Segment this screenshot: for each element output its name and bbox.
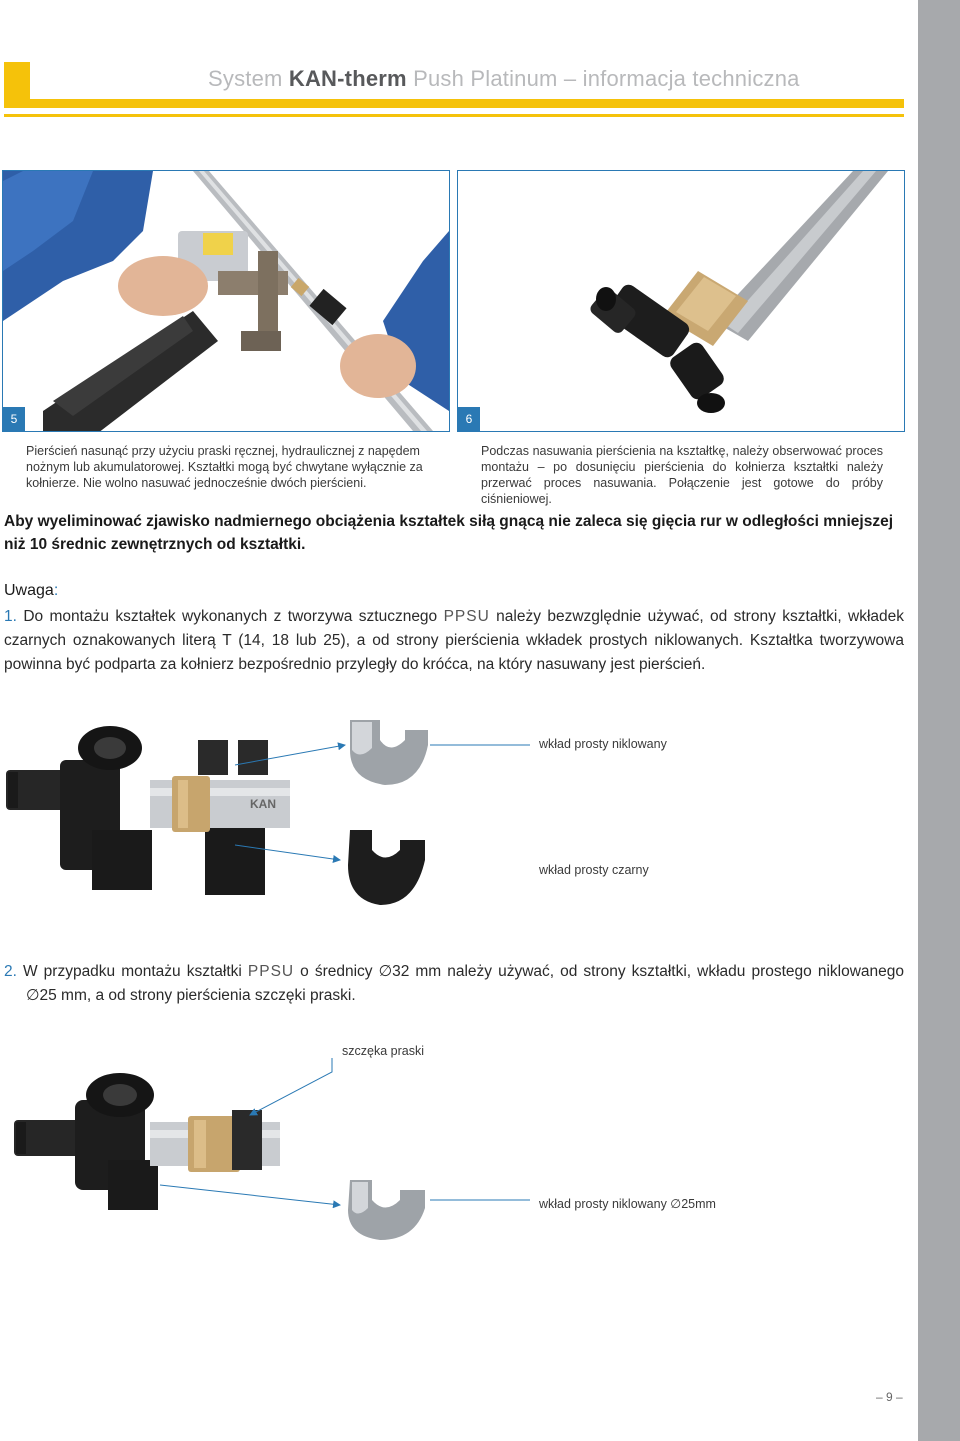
photo-number-badge: 6 <box>458 407 480 431</box>
note-1-number: 1. <box>4 608 17 625</box>
photo-6-caption: Podczas nasuwania pierścienia na kształtkę, należy obserwować proces montażu – po dosunięciu pierścienia do kołnierza kształtki należy przerwać proces nasuwania. Połączenie jest gotowe do próby ciśnieniowej. <box>481 444 883 506</box>
bending-warning: Aby wyeliminować zjawisko nadmiernego obciążenia kształtek siłą gnącą nie zaleca się gięcia rur w odległości mniejszej niż 10 średnic zewnętrznych od kształtki. <box>4 513 894 553</box>
uwaga-colon: : <box>53 582 59 599</box>
figure-inserts <box>0 700 540 920</box>
label-press-jaw: szczęka praski <box>342 1044 424 1058</box>
press-tool-illustration <box>3 171 449 431</box>
side-bar <box>918 0 960 1441</box>
label-black-insert: wkład prosty czarny <box>539 863 649 877</box>
title-suffix: Push Platinum – informacja techniczna <box>406 66 800 91</box>
note-1 <box>4 605 904 677</box>
photo-number-badge: 5 <box>3 407 25 431</box>
note-2 <box>4 960 904 1008</box>
uwaga-heading <box>4 582 58 600</box>
figure-press-jaw <box>0 1040 540 1250</box>
note-1-ppsu: PPSU <box>443 608 490 625</box>
note-2-number: 2. <box>4 963 17 980</box>
note-1-text-b: należy bezwzględnie używać, od strony kształtki, wkładek czarnych oznakowanych literą T (14, 18 lub 25), a od strony pierścienia wkładek prostych niklowanych. Kształtka tworzywowa powinna być podparta za kołnierz bezpośrednio przyległy do króćca, na który nasuwany jest pierścień. <box>4 608 905 673</box>
title-brand: KAN-therm <box>288 66 407 91</box>
note-1-text-a: Do montażu kształtek wykonanych z tworzywa sztucznego <box>16 608 444 625</box>
fitting-ring-illustration <box>458 171 904 431</box>
page-number: – 9 – <box>876 1390 903 1404</box>
note-2-text-a: W przypadku montażu kształtki <box>16 963 248 980</box>
header-accent-tab <box>4 62 30 102</box>
page-title <box>208 66 800 92</box>
photo-5 <box>2 170 450 432</box>
pipe-brand-text: KAN <box>250 797 276 811</box>
header-rule-thin <box>4 114 904 117</box>
uwaga-label: Uwaga <box>4 582 54 599</box>
photo-5-caption: Pierścień nasunąć przy użyciu praski ręcznej, hydraulicznej z napędem nożnym lub akumulatorowej. Kształtki mogą być chwytane wyłącznie za kołnierze. Nie wolno nasuwać jednocześnie dwóch pierścieni. <box>26 444 423 490</box>
header-rule-thick <box>4 99 904 108</box>
label-nickel-insert: wkład prosty niklowany <box>539 737 667 751</box>
photo-6 <box>457 170 905 432</box>
title-prefix: System <box>208 66 289 91</box>
note-2-text-b: o średnicy ∅32 mm należy używać, od strony kształtki, wkładu prostego niklowanego ∅25 mm, a od strony pierścienia szczęki praski. <box>26 963 904 1004</box>
label-nickel-insert-25: wkład prosty niklowany ∅25mm <box>539 1197 716 1211</box>
note-2-ppsu: PPSU <box>247 963 295 980</box>
